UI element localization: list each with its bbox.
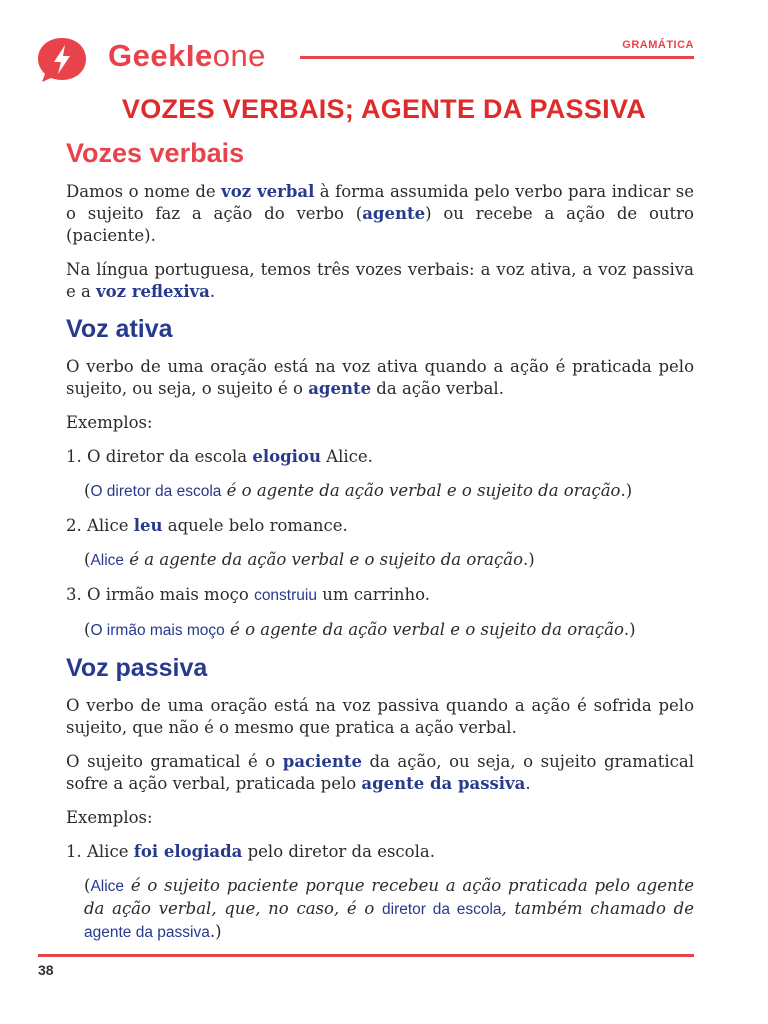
- keyword: voz verbal: [221, 182, 315, 201]
- example-item: 3. O irmão mais moço construiu um carrinho.: [66, 585, 431, 604]
- examples-label: Exemplos:: [66, 413, 153, 432]
- heading-voz-ativa: Voz ativa: [66, 315, 173, 343]
- paragraph: O sujeito gramatical é o paciente da ação, ou seja, o sujeito gramatical sofre a ação verbal, praticada pelo agente da passiva.: [66, 752, 694, 793]
- section-label: GRAMÁTICA: [622, 39, 694, 51]
- keyword: voz reflexiva: [96, 282, 210, 301]
- brand-logo: [108, 38, 266, 74]
- page-title: VOZES VERBAIS; AGENTE DA PASSIVA: [121, 94, 647, 124]
- keyword: agente: [308, 379, 372, 398]
- keyword: elogiou: [252, 447, 321, 466]
- keyword: leu: [133, 516, 163, 535]
- keyword: agente da passiva: [361, 774, 526, 793]
- paragraph: O verbo de uma oração está na voz ativa quando a ação é praticada pelo sujeito, ou seja, o sujeito é o agente da ação verbal.: [66, 357, 694, 398]
- example-item: 2. Alice leu aquele belo romance.: [66, 516, 348, 535]
- header-divider: [300, 56, 694, 59]
- example-item: 1. Alice foi elogiada pelo diretor da escola.: [66, 842, 435, 861]
- keyword: construiu: [254, 587, 317, 604]
- example-note: (O irmão mais moço é o agente da ação verbal e o sujeito da oração.): [84, 620, 636, 639]
- paragraph: Damos o nome de voz verbal à forma assumida pelo verbo para indicar se o sujeito faz a ação do verbo (agente) ou recebe a ação de outro (paciente).: [66, 182, 694, 245]
- content: [66, 134, 694, 956]
- heading-voz-passiva: Voz passiva: [66, 654, 208, 682]
- keyword: foi elogiada: [133, 842, 243, 861]
- brand-part-a: GeekIe: [108, 38, 213, 73]
- example-note: (Alice é o sujeito paciente porque recebeu a ação praticada pelo agente da ação verbal, que, no caso, é o diretor da escola, também chamado de agente da passiva.): [84, 876, 695, 941]
- paragraph: O verbo de uma oração está na voz passiva quando a ação é sofrida pelo sujeito, que não é o mesmo que pratica a ação verbal.: [66, 696, 694, 737]
- keyword: paciente: [282, 752, 362, 771]
- examples-label: Exemplos:: [66, 808, 153, 827]
- brand-part-b: one: [212, 38, 266, 73]
- example-item: 1. O diretor da escola elogiou Alice.: [66, 447, 373, 466]
- keyword: agente: [362, 204, 426, 223]
- heading-vozes-verbais: Vozes verbais: [66, 138, 245, 168]
- lightning-bubble-icon: [38, 36, 98, 84]
- page-header: [0, 0, 768, 90]
- page-number: 38: [38, 962, 54, 978]
- example-note: (O diretor da escola é o agente da ação verbal e o sujeito da oração.): [84, 481, 633, 500]
- footer-divider: [38, 954, 694, 957]
- example-note: (Alice é a agente da ação verbal e o sujeito da oração.): [84, 550, 535, 569]
- paragraph: Na língua portuguesa, temos três vozes verbais: a voz ativa, a voz passiva e a voz reflexiva.: [66, 260, 694, 301]
